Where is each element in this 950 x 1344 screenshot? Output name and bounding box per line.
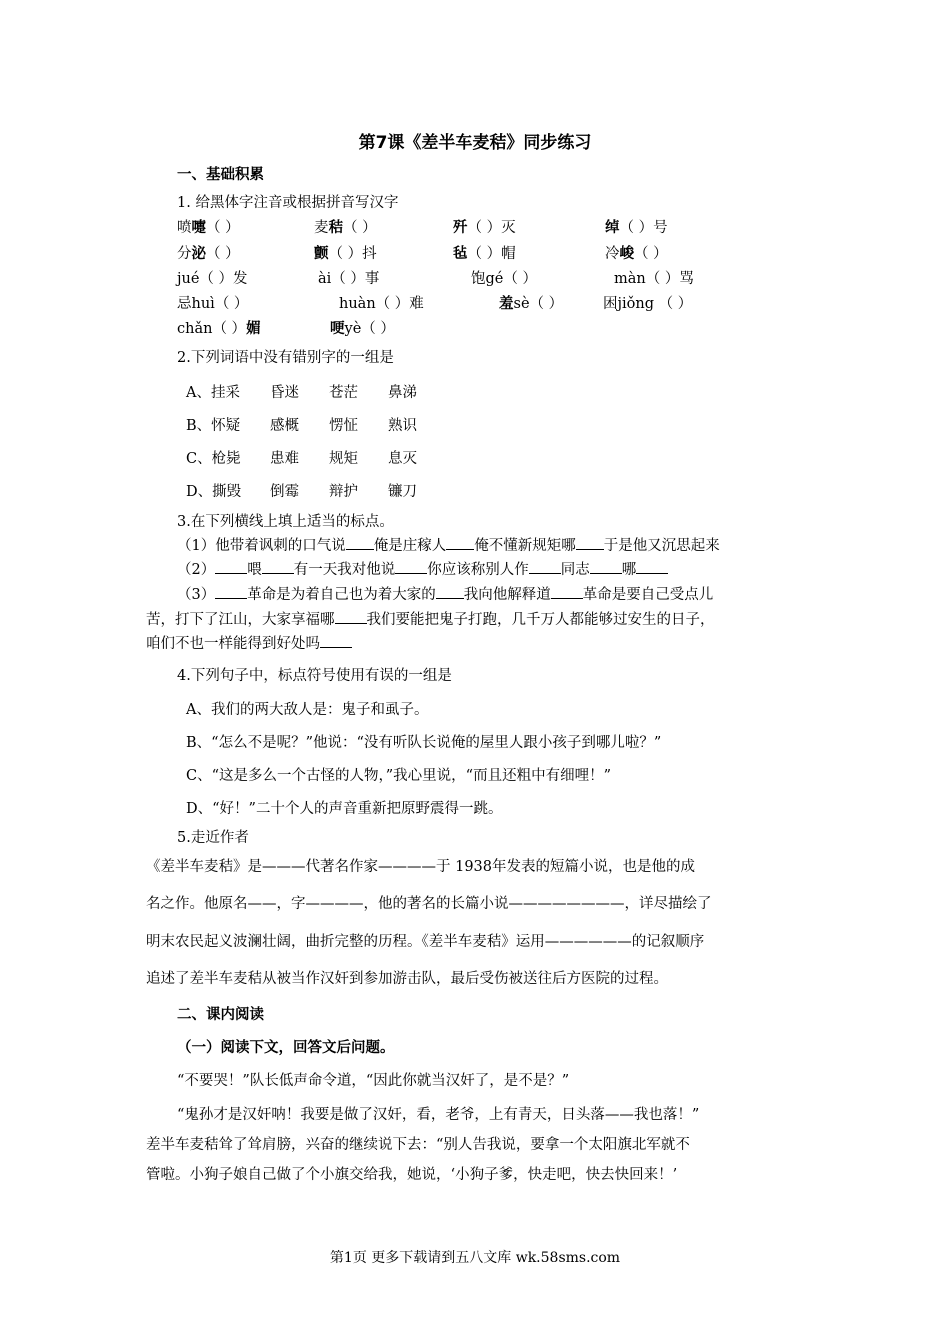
q2-option-d: D、撕毁 倒霉 辩护 镰刀 bbox=[186, 484, 417, 500]
q2-option-c: C、枪毙 患难 规矩 息灭 bbox=[186, 451, 417, 467]
q4-option-a: A、我们的两大敌人是：鬼子和虱子。 bbox=[186, 702, 429, 718]
q1-row3-item2: ài（ ）事 bbox=[318, 271, 380, 287]
q1-row3-item4: màn（ ）骂 bbox=[614, 271, 694, 287]
reading-line-1: “不要哭！”队长低声命令道，“因此你就当汉奸了，是不是？” bbox=[177, 1073, 570, 1089]
reading-line-4: 管啦。小狗子娘自己做了个小旗交给我，她说，‘小狗子爹，快走吧，快去快回来！’ bbox=[146, 1167, 678, 1183]
q2-option-a: A、挂采 昏迷 苍茫 鼻涕 bbox=[186, 385, 417, 401]
q3-sentence-3-line1: （3） 革命是为着自己也为着大家的 我向他解释道 革命是要自己受点儿 bbox=[177, 587, 714, 603]
q1-prompt: 1. 给黑体字注音或根据拼音写汉字 bbox=[177, 195, 399, 211]
q1-row4-item2: huàn（ ）难 bbox=[339, 296, 424, 312]
q4-prompt: 4.下列句子中，标点符号使用有误的一组是 bbox=[177, 668, 452, 684]
q1-row2-item4: 冷峻（ ） bbox=[605, 246, 668, 262]
reading-line-3: 差半车麦秸耸了耸肩膀，兴奋的继续说下去：“别人告我说，要拿一个太阳旗北军就不 bbox=[146, 1137, 690, 1153]
q2-prompt: 2.下列词语中没有错别字的一组是 bbox=[177, 350, 394, 366]
q1-row1-item2: 麦秸（ ） bbox=[314, 220, 377, 236]
q3-sentence-1: （1）他带着讽刺的口气说 俺是庄稼人 俺不懂新规矩哪 于是他又沉思起来 bbox=[177, 538, 720, 554]
q1-row3-item1: jué（ ）发 bbox=[177, 271, 248, 287]
reading-line-2: “鬼孙才是汉奸呐！我要是做了汉奸，看，老爷，上有青天，日头落——我也落！” bbox=[177, 1107, 700, 1123]
q1-row5-item2: 哽yè（ ） bbox=[330, 321, 395, 337]
page-title: 第7课《差半车麦秸》同步练习 bbox=[358, 133, 592, 153]
q1-row3-item3: 饱gé（ ） bbox=[471, 271, 537, 287]
section-heading-reading: 二、课内阅读 bbox=[177, 1007, 264, 1023]
q5-line-3: 明末农民起义波澜壮阔，曲折完整的历程。《差半车麦秸》运用——————的记叙顺序 bbox=[146, 934, 705, 950]
q4-option-c: C、“这是多么一个古怪的人物，”我心里说，“而且还粗中有细哩！” bbox=[186, 768, 611, 784]
q5-prompt: 5.走近作者 bbox=[177, 830, 249, 846]
q1-row1-item4: 绰（ ）号 bbox=[605, 220, 668, 236]
q1-row2-item2: 颤（ ）抖 bbox=[314, 246, 377, 262]
q5-line-1: 《差半车麦秸》是———代著名作家————于 1938年发表的短篇小说，也是他的成 bbox=[146, 859, 696, 875]
q5-line-4: 追述了差半车麦秸从被当作汉奸到参加游击队，最后受伤被送往后方医院的过程。 bbox=[146, 971, 668, 987]
q1-row2-item1: 分泌（ ） bbox=[177, 246, 240, 262]
q1-row4-item3: 羞sè（ ） bbox=[499, 296, 564, 312]
q4-option-d: D、“好！”二十个人的声音重新把原野震得一跳。 bbox=[186, 801, 503, 817]
page-footer: 第1页 更多下载请到五八文库 wk.58sms.com bbox=[329, 1250, 621, 1266]
q4-option-b: B、“怎么不是呢？”他说：“没有听队长说俺的屋里人跟小孩子到哪儿啦？” bbox=[186, 735, 662, 751]
reading-heading: （一）阅读下文，回答文后问题。 bbox=[177, 1040, 395, 1056]
q3-sentence-3-line3: 咱们不也一样能得到好处吗 bbox=[146, 632, 352, 653]
q1-row1-item3: 歼（ ）灭 bbox=[453, 220, 516, 236]
q3-sentence-2: （2） 喂 有一天我对他说 你应该称别人作 同志 哪 bbox=[177, 558, 668, 579]
q2-option-b: B、怀疑 感概 愣怔 熟识 bbox=[186, 418, 417, 434]
q1-row4-item4: 困jiǒng （ ） bbox=[603, 296, 693, 312]
q3-sentence-3-line2: 苦，打下了江山，大家享福哪 我们要能把鬼子打跑，几千万人都能够过安生的日子， bbox=[146, 612, 715, 628]
q1-row2-item3: 毡（ ）帽 bbox=[453, 246, 516, 262]
q1-row5-item1: chǎn（ ）媚 bbox=[177, 321, 261, 337]
q1-row4-item1: 忌huì（ ） bbox=[177, 296, 249, 312]
q5-line-2: 名之作。他原名——，字————，他的著名的长篇小说————————，详尽描绘了 bbox=[146, 896, 712, 912]
q1-row1-item1: 喷嚏（ ） bbox=[177, 220, 240, 236]
section-heading-basics: 一、基础积累 bbox=[177, 167, 264, 183]
q3-prompt: 3.在下列横线上填上适当的标点。 bbox=[177, 514, 394, 530]
